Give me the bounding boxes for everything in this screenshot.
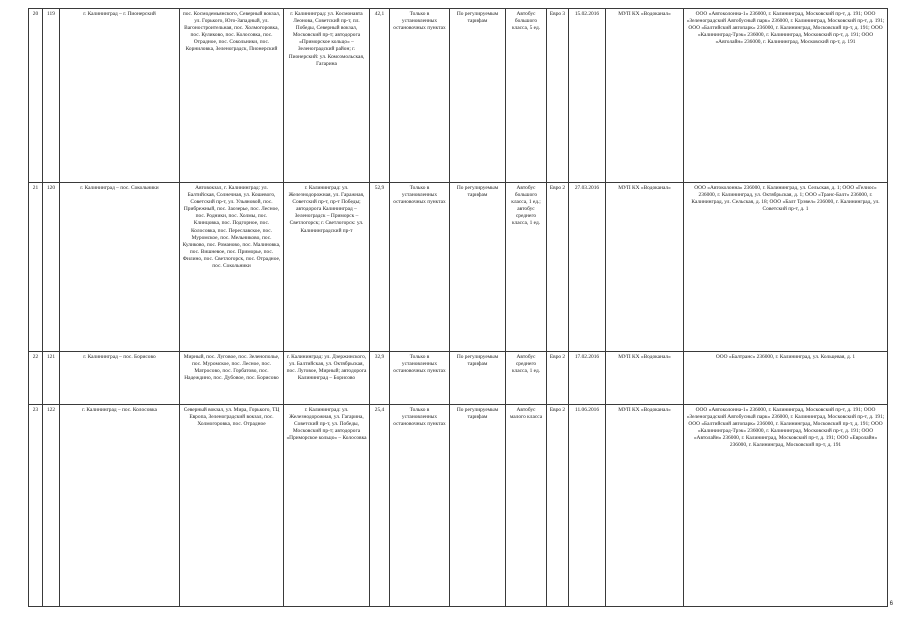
- eco-class: Евро 3: [547, 9, 569, 183]
- stop-procedure: Только в установленных остановочных пунктах: [390, 183, 450, 352]
- route-length: 32,9: [370, 352, 390, 405]
- table-row: [29, 9, 888, 183]
- start-date: 11.06.2016: [569, 405, 606, 607]
- route-name: г. Калининград – пос. Колосовка: [60, 405, 180, 607]
- tariff-type: По регулируемым тарифам: [450, 405, 506, 607]
- registry-number: 119: [43, 9, 60, 183]
- route-streets: г. Калининград: ул. Дзержинского, ул. Балтийская, ул. Октябрьская, пос. Луговое, Мирный; автодорога Калининград – Борисово: [284, 352, 370, 405]
- row-number: 23: [29, 405, 43, 607]
- carrier-info: МУП КХ «Водоканал»: [606, 352, 684, 405]
- route-length: 25,4: [370, 405, 390, 607]
- carrier-info: МУП КХ «Водоканал»: [606, 183, 684, 352]
- route-name: г. Калининград – г. Пионерский: [60, 9, 180, 183]
- route-length: 52,9: [370, 183, 390, 352]
- route-name: г. Калининград – пос. Сокольники: [60, 183, 180, 352]
- row-number: 22: [29, 352, 43, 405]
- vehicle-class: Автобус среднего класса, 1 ед.: [506, 352, 547, 405]
- route-length: 42,1: [370, 9, 390, 183]
- eco-class: Евро 2: [547, 352, 569, 405]
- route-stops: пос. Космодемьянского, Северный вокзал, ул. Горького, Юго-Западный, ул. Вагоностроительная, пос. Холмогоровка, пос. Куликово, пос. Колосовка, пос. Отрадное, пос. Сокольники, пос. Корниловка, Зеленоградск, Пионерский: [180, 9, 284, 183]
- route-stops: Северный вокзал, ул. Мира, Горького, ТЦ Европа, Зеленоградский вокзал, пос. Холмогоровка, пос. Отрадное: [180, 405, 284, 607]
- registry-number: 120: [43, 183, 60, 352]
- carrier-notes: ООО «Автоколонна-1» 236000, г. Калининград, Московский пр-т, д. 191; ООО «Зеленоградский Автобусный парк» 236000, г. Калининград, Московский пр-т, д. 191; ООО «Балтийский автопарк» 236000, г. Калининград, Московский пр-т, д. 191; ООО «Калининград-Трэк» 236000, г. Калининград, Московский пр-т, д. 191; ООО «Автолайн» 236000, г. Калининград, Московский пр-т, д. 191; ООО «Евролайн» 236000, г. Калининград, Московский пр-т, д. 191: [684, 405, 888, 607]
- route-streets: г. Калининград: ул. Железнодорожная, ул. Гагарина, Советский пр-т, ул. Победы, Московский пр-т; автодорога «Приморское кольцо» – Колосовка: [284, 405, 370, 607]
- carrier-notes: ООО «Балтранс» 236000, г. Калининград, ул. Кольцевая, д. 1: [684, 352, 888, 405]
- stop-procedure: Только в установленных остановочных пунктах: [390, 405, 450, 607]
- carrier-notes: ООО «Автоколонна-1» 236000, г. Калининград, Московский пр-т, д. 191; ООО «Зеленоградский Автобусный парк» 236000, г. Калининград, Московский пр-т, д. 191; ООО «Балтийский автопарк» 236000, г. Калининград, Московский пр-т, д. 191; ООО «Калининград-Трэк» 236000, г. Калининград, Московский пр-т, д. 191; ООО «Автолайн» 236000, г. Калининград, Московский пр-т, д. 191: [684, 9, 888, 183]
- start-date: 17.02.2016: [569, 352, 606, 405]
- vehicle-class: Автобус большого класса, 1 ед.; автобус среднего класса, 1 ед.: [506, 183, 547, 352]
- tariff-type: По регулируемым тарифам: [450, 352, 506, 405]
- vehicle-class: Автобус малого класса: [506, 405, 547, 607]
- route-stops: Автовокзал, г. Калининград: ул. Балтийская, Солнечная, ул. Кошевого, Советский пр-т, ул. Ульяновой, пос. Прибрежный, пос. Заозерье, пос. Лесное, пос. Родники, пос. Холмы, пос. Клинцовка, пос. Подгорное, пос. Колосовка, пос. Переславское, пос. Муромское, пос. Мельниково, пос. Куликово, пос. Романово, пос. Малиновка, пос. Вишневое, пос. Приморье, пос. Филино, пос. Светлогорск, пос. Отрадное, пос. Сокольники: [180, 183, 284, 352]
- tariff-type: По регулируемым тарифам: [450, 9, 506, 183]
- table-row: [29, 405, 888, 607]
- route-stops: Мирный, пос. Луговое, пос. Зеленополье, пос. Муромское, пос. Лесное, пос. Матросово, пос. Горбатово, пос. Надеждино, пос. Дубовое, пос. Борисово: [180, 352, 284, 405]
- vehicle-class: Автобус большого класса, 5 ед.: [506, 9, 547, 183]
- route-name: г. Калининград – пос. Борисово: [60, 352, 180, 405]
- table-row: [29, 183, 888, 352]
- route-streets: г. Калининград: ул. Железнодорожная, ул. Гаражная, Советский пр-т, пр-т Победы; автодорога Калининград – Зеленоградск – Приморск – Светлогорск; г. Светлогорск: ул. Калининградский пр-т: [284, 183, 370, 352]
- start-date: 27.03.2016: [569, 183, 606, 352]
- eco-class: Евро 2: [547, 405, 569, 607]
- stop-procedure: Только в установленных остановочных пунктах: [390, 9, 450, 183]
- carrier-info: МУП КХ «Водоканал»: [606, 9, 684, 183]
- carrier-info: МУП КХ «Водоканал»: [606, 405, 684, 607]
- row-number: 20: [29, 9, 43, 183]
- table-row: [29, 352, 888, 405]
- start-date: 15.02.2016: [569, 9, 606, 183]
- stop-procedure: Только в установленных остановочных пунктах: [390, 352, 450, 405]
- page-number: 6: [889, 601, 893, 607]
- registry-number: 121: [43, 352, 60, 405]
- eco-class: Евро 2: [547, 183, 569, 352]
- row-number: 21: [29, 183, 43, 352]
- tariff-type: По регулируемым тарифам: [450, 183, 506, 352]
- route-register-table: [28, 8, 888, 607]
- carrier-notes: ООО «Автоколонна» 236000, г. Калининград, ул. Сельская, д. 1; ООО «Гелиос» 236000, г. Калининград, ул. Октябрьская, д. 1; ООО «Транс-Балт» 236000, г. Калининград, ул. Сельская, д. 18; ООО «Балт Трэвел» 236000, г. Калининград, ул. Советский пр-т, д. 1: [684, 183, 888, 352]
- route-streets: г. Калининград: ул. Космонавта Леонова, Советский пр-т, пл. Победы, Северный вокзал, Московский пр-т; автодорога «Приморское кольцо» – Зеленоградский район; г. Пионерский: ул. Комсомольская, Гагарина: [284, 9, 370, 183]
- registry-number: 122: [43, 405, 60, 607]
